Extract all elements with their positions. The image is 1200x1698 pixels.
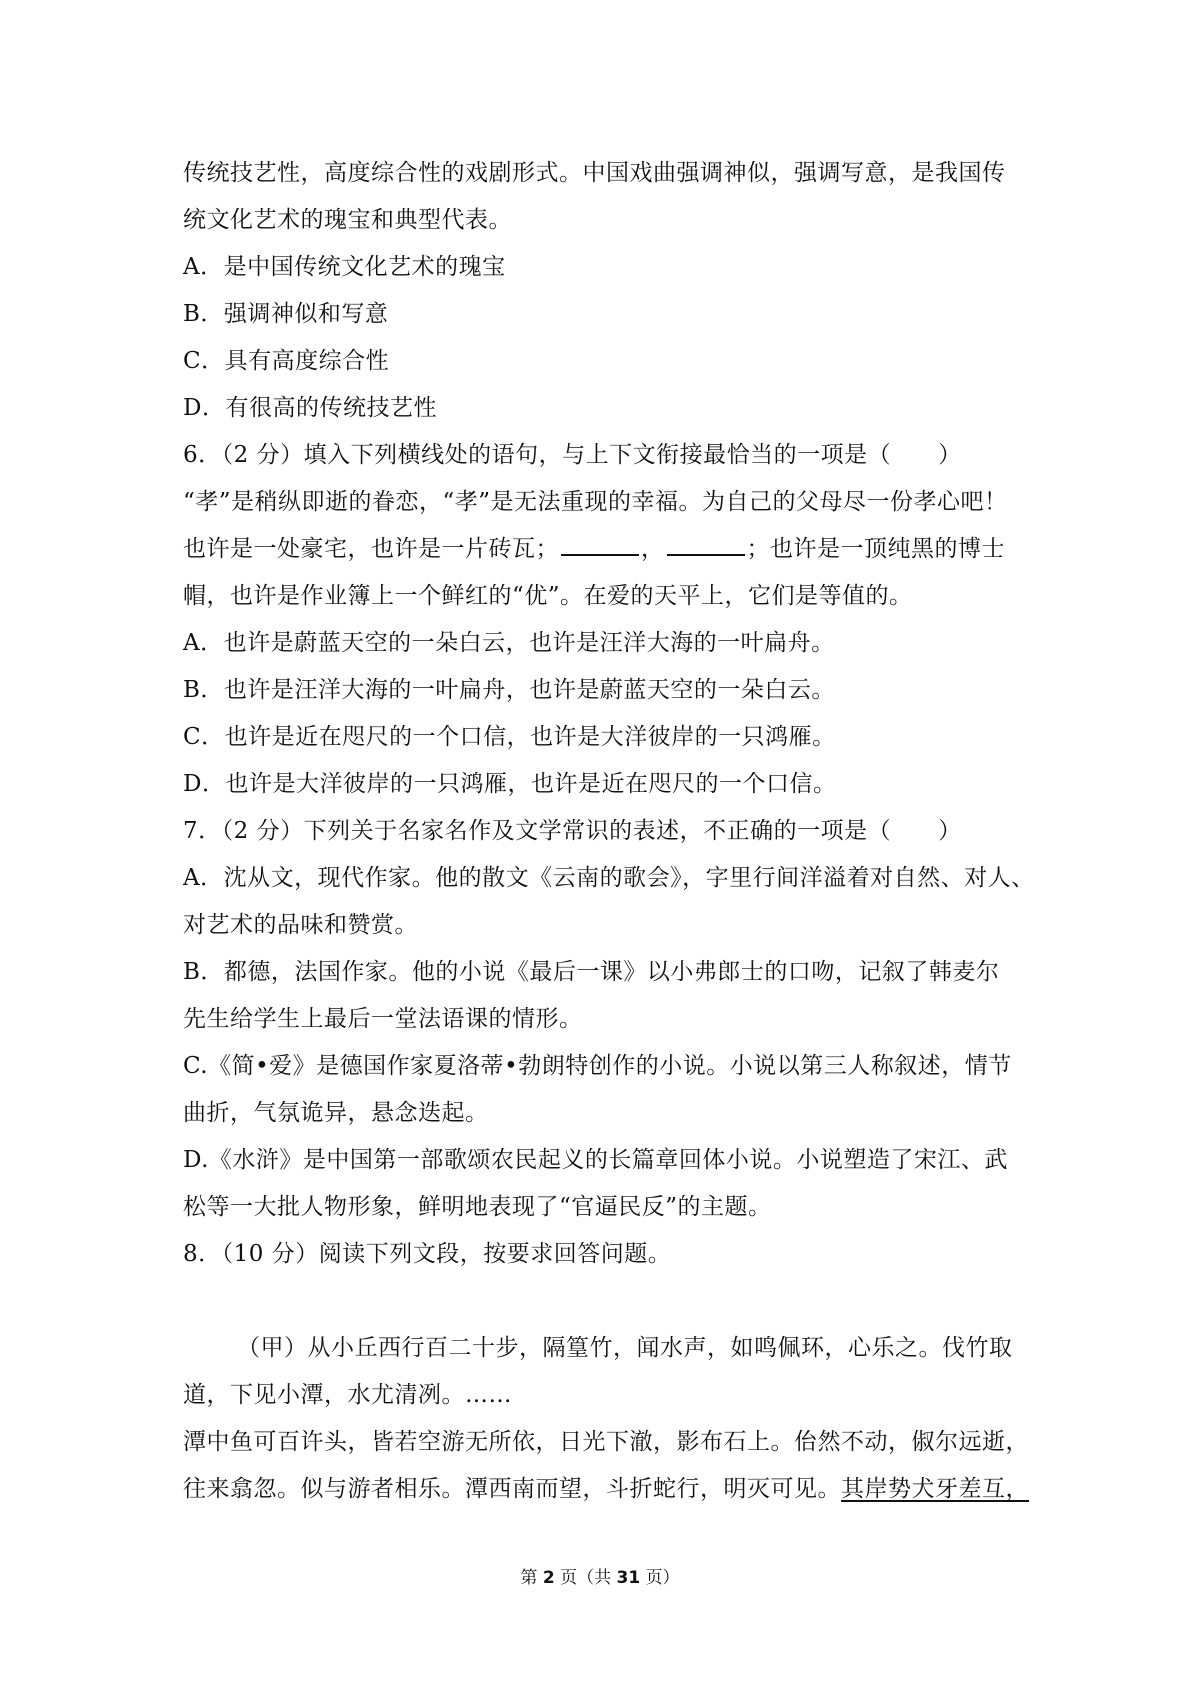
fill-blank-2 <box>667 534 745 556</box>
question-6-passage: 帽，也许是作业簿上一个鲜红的“优”。在爱的天平上，它们是等值的。 <box>183 583 913 609</box>
footer-text: 第 <box>520 1568 538 1588</box>
passage-text: 也许是一处豪宅，也许是一片砖瓦； <box>183 536 559 562</box>
question-6-option-d: D．也许是大洋彼岸的一只鸿雁，也许是近在咫尺的一个口信。 <box>183 771 837 797</box>
question-6-option-b: B．也许是汪洋大海的一叶扁舟，也许是蔚蓝天空的一朵白云。 <box>183 677 835 703</box>
fill-blank-1 <box>561 534 639 556</box>
question-6-passage: “孝”是稍纵即逝的眷恋，“孝”是无法重现的幸福。为自己的父母尽一份孝心吧！ <box>183 489 1008 515</box>
passage-text: 往来翕忽。似与游者相乐。潭西南而望，斗折蛇行，明灭可见。 <box>183 1476 841 1502</box>
option-c: C．具有高度综合性 <box>183 348 390 374</box>
reading-passage-line <box>183 1466 1033 1513</box>
question-6-passage-blanks <box>183 526 1033 573</box>
option-b: B．强调神似和写意 <box>183 301 389 327</box>
question-7-option-a-cont: 对艺术的品味和赞赏。 <box>183 912 418 938</box>
blank-spacer <box>183 1278 1033 1325</box>
question-7-option-c: C.《简•爱》是德国作家夏洛蒂•勃朗特创作的小说。小说以第三人称叙述，情节 <box>183 1053 1012 1079</box>
passage-text: ；也许是一顶纯黑的博士 <box>746 536 1005 562</box>
question-7-option-c-cont: 曲折，气氛诡异，悬念迭起。 <box>183 1100 489 1126</box>
question-6-stem: 6．（2 分）填入下列横线处的语句，与上下文衔接最恰当的一项是（ ） <box>183 442 962 468</box>
question-8-stem: 8．（10 分）阅读下列文段，按要求回答问题。 <box>183 1241 672 1267</box>
page-number: 2 <box>542 1568 555 1588</box>
question-6-option-a: A．也许是蔚蓝天空的一朵白云，也许是汪洋大海的一叶扁舟。 <box>183 630 835 656</box>
question-6-option-c: C．也许是近在咫尺的一个口信，也许是大洋彼岸的一只鸿雁。 <box>183 724 836 750</box>
total-pages: 31 <box>616 1568 641 1588</box>
underlined-text: 其岸势犬牙差互， <box>841 1476 1029 1502</box>
option-d: D．有很高的传统技艺性 <box>183 395 437 421</box>
reading-passage-line: 道，下见小潭，水尤清冽。…… <box>183 1382 512 1408</box>
footer-text: 页） <box>645 1568 680 1588</box>
page-footer <box>0 1563 1200 1588</box>
footer-text: 页（共 <box>560 1568 612 1588</box>
text-line: 传统技艺性，高度综合性的戏剧形式。中国戏曲强调神似，强调写意，是我国传 <box>183 160 1006 186</box>
question-7-option-a: A．沈从文，现代作家。他的散文《云南的歌会》，字里行间洋溢着对自然、对人、 <box>183 865 1035 891</box>
text-line: 统文化艺术的瑰宝和典型代表。 <box>183 207 512 233</box>
question-7-option-b: B．都德，法国作家。他的小说《最后一课》以小弗郎士的口吻，记叙了韩麦尔 <box>183 959 1000 985</box>
reading-passage-line: 潭中鱼可百许头，皆若空游无所依，日光下澈，影布石上。佁然不动，俶尔远逝， <box>183 1429 1029 1455</box>
option-a: A．是中国传统文化艺术的瑰宝 <box>183 254 506 280</box>
reading-passage-line: （甲）从小丘西行百二十步，隔篁竹，闻水声，如鸣佩环，心乐之。伐竹取 <box>237 1335 1013 1361</box>
passage-text: ， <box>641 536 665 562</box>
question-7-option-b-cont: 先生给学生上最后一堂法语课的情形。 <box>183 1006 583 1032</box>
question-7-option-d-cont: 松等一大批人物形象，鲜明地表现了“官逼民反”的主题。 <box>183 1194 772 1220</box>
page-content <box>183 150 1033 1513</box>
question-7-option-d: D.《水浒》是中国第一部歌颂农民起义的长篇章回体小说。小说塑造了宋江、武 <box>183 1147 1008 1173</box>
question-7-stem: 7．（2 分）下列关于名家名作及文学常识的表述，不正确的一项是（ ） <box>183 818 962 844</box>
